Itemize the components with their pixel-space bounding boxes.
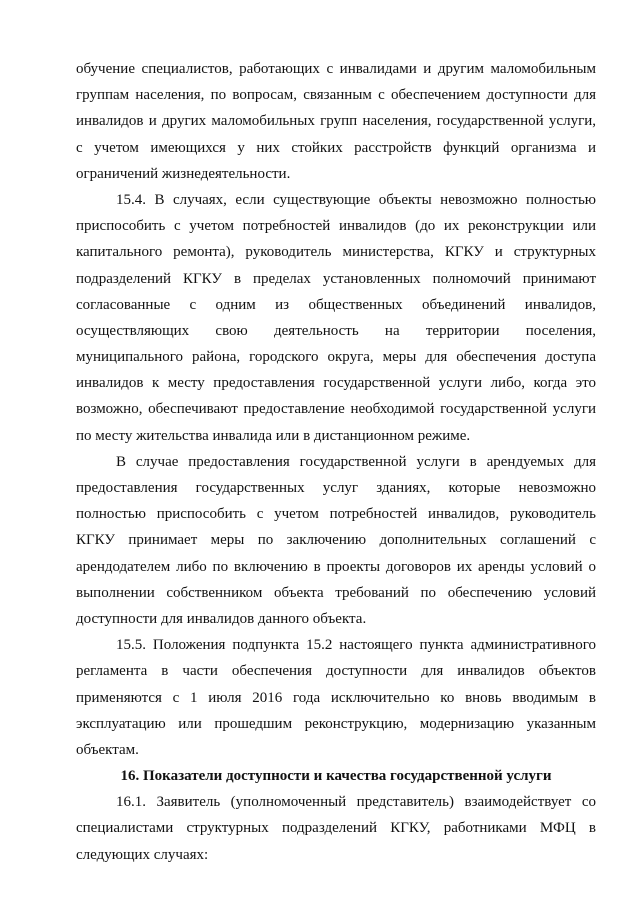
paragraph-line: полностью приспособить с учетом потребностей инвалидов, руководитель [76, 506, 596, 523]
paragraph-line: специалистами структурных подразделений КГКУ, работниками МФЦ в [76, 820, 596, 837]
paragraph-line: капитального ремонта), руководитель министерства, КГКУ и структурных [76, 244, 596, 261]
paragraph-line: объектам. [76, 741, 139, 758]
paragraph-line: инвалидов к месту предоставления государственной услуги либо, когда это [76, 375, 596, 392]
paragraph-line: муниципального района, городского округа, меры для обеспечения доступа [76, 349, 596, 366]
paragraph-line: возможно, обеспечивают предоставление необходимой государственной услуги [76, 401, 596, 418]
paragraph-line: выполнении собственником объекта требований по обеспечению условий [76, 584, 596, 601]
paragraph-first-line: В случае предоставления государственной услуги в арендуемых для [116, 453, 596, 470]
paragraph-first-line: 15.5. Положения подпункта 15.2 настоящего пункта административного [116, 637, 596, 654]
paragraph-line: доступности для инвалидов данного объекта. [76, 610, 367, 627]
paragraph-first-line: 15.4. В случаях, если существующие объекты невозможно полностью [116, 191, 596, 208]
paragraph-line: по месту жительства инвалида или в дистанционном режиме. [76, 427, 471, 444]
paragraph-line: инвалидов и других маломобильных групп населения, государственной услуги, [76, 113, 596, 130]
paragraph-line: группам населения, по вопросам, связанным с обеспечением доступности для [76, 87, 596, 104]
paragraph-line: эксплуатацию или прошедшим реконструкцию, модернизацию указанным [76, 715, 596, 732]
paragraph-line: арендодателем либо по включению в проекты договоров их аренды условий о [76, 558, 596, 575]
paragraph-line: следующих случаях: [76, 846, 209, 863]
paragraph-first-line: 16.1. Заявитель (уполномоченный представитель) взаимодействует со [116, 794, 596, 811]
paragraph-line: обучение специалистов, работающих с инвалидами и другим маломобильным [76, 61, 596, 77]
paragraph-line: подразделений КГКУ в пределах установленных полномочий принимают [76, 270, 596, 287]
paragraph-line: с учетом имеющихся у них стойких расстройств функций организма и [76, 139, 596, 156]
paragraph-line: КГКУ принимает меры по заключению дополнительных соглашений с [76, 532, 596, 549]
paragraph-line: осуществляющих свою деятельность на территории поселения, [76, 322, 596, 339]
paragraph-line: ограничений жизнедеятельности. [76, 165, 291, 182]
section-heading: 16. Показатели доступности и качества государственной услуги [120, 768, 552, 785]
paragraph-line: приспособить с учетом потребностей инвалидов (до их реконструкции или [76, 218, 596, 235]
document-body [76, 56, 596, 868]
paragraph-line: регламента в части обеспечения доступности для инвалидов объектов [76, 663, 596, 680]
paragraph-line: предоставления государственных услуг зданиях, которые невозможно [76, 480, 596, 496]
paragraph-line: применяются с 1 июля 2016 года исключительно ко вновь вводимым в [76, 689, 596, 706]
paragraph-line: согласованные с одним из общественных объединений инвалидов, [76, 296, 596, 313]
